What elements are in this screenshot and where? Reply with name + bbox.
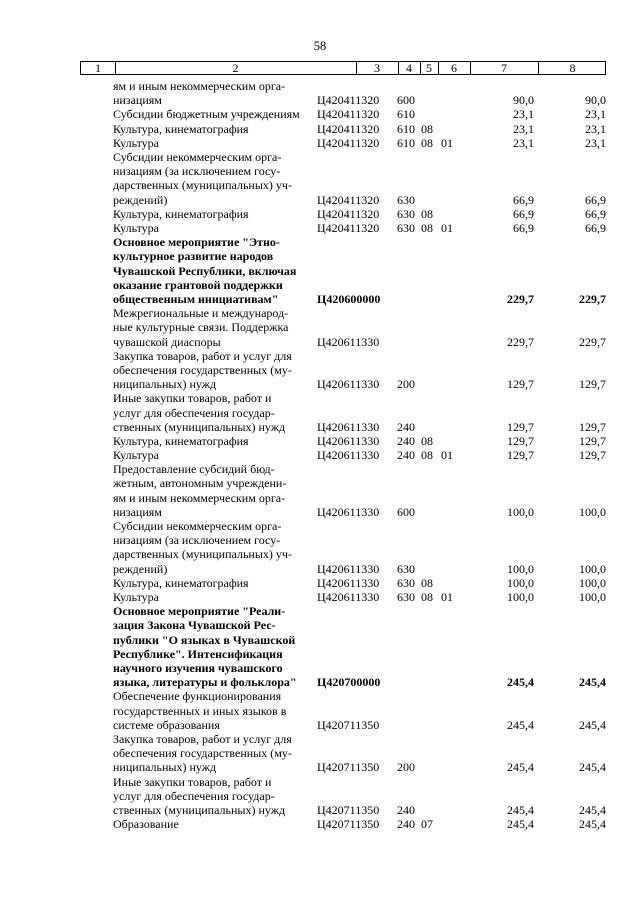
row-col-7: 23,1 (513, 107, 534, 122)
table-row (0, 207, 640, 221)
row-description (113, 775, 309, 818)
row-code: Ц420411320 (317, 107, 380, 122)
row-col-8: 23,1 (585, 135, 606, 150)
description-line: Обеспечение функционирования (113, 689, 282, 704)
row-code: Ц420611330 (317, 504, 380, 519)
row-code: Ц420411320 (317, 135, 380, 150)
table-row (0, 391, 640, 434)
row-col-8: 129,7 (579, 433, 606, 448)
description-line: Культура, кинематография (113, 206, 249, 221)
row-col-6: 01 (441, 448, 453, 463)
description-line: Межрегиональные и международ- (113, 306, 289, 321)
description-line: дарственных (муниципальных) уч- (113, 547, 292, 562)
header-col-8: 8 (569, 61, 576, 75)
row-description (113, 221, 309, 235)
row-col-4: 630 (397, 575, 415, 590)
row-col-7: 100,0 (507, 561, 534, 576)
row-col-4: 630 (397, 220, 415, 235)
table-row (0, 107, 640, 121)
description-line: Предоставление субсидий бюд- (113, 462, 275, 477)
row-col-7: 129,7 (507, 433, 534, 448)
row-col-4: 240 (397, 448, 415, 463)
header-col-3: 3 (374, 61, 380, 75)
description-line: Культура, кинематография (113, 121, 249, 136)
description-line: Культура (113, 590, 159, 605)
description-line: Культура, кинематография (113, 575, 249, 590)
row-col-7: 66,9 (513, 220, 534, 235)
description-line: Субсидии бюджетным учреждениям (113, 107, 300, 122)
page-number: 58 (313, 39, 327, 53)
row-col-8: 66,9 (585, 206, 606, 221)
table-row (0, 235, 640, 306)
row-col-4: 630 (397, 561, 415, 576)
row-col-6: 01 (441, 220, 453, 235)
row-col-4: 240 (397, 433, 415, 448)
description-line: Культура (113, 448, 159, 463)
description-line: зация Закона Чувашской Рес- (113, 618, 276, 633)
table-row (0, 448, 640, 462)
table-row (0, 590, 640, 604)
table-row (0, 689, 640, 732)
description-line: ниципальных) нужд (113, 760, 217, 775)
description-line: системе образования (113, 717, 220, 732)
table-row (0, 221, 640, 235)
row-description (113, 462, 309, 519)
row-code: Ц420611330 (317, 334, 380, 349)
row-description (113, 689, 309, 732)
description-line: чувашской диаспоры (113, 334, 221, 349)
row-col-5: 08 (421, 220, 433, 235)
description-line: Закупка товаров, работ и услуг для (113, 348, 292, 363)
row-code: Ц420611330 (317, 419, 380, 434)
row-code: Ц420711350 (317, 760, 380, 775)
row-col-8: 23,1 (585, 107, 606, 122)
row-col-7: 100,0 (507, 504, 534, 519)
row-col-4: 240 (397, 803, 415, 818)
description-line: Закупка товаров, работ и услуг для (113, 732, 292, 747)
row-description (113, 207, 309, 221)
header-col-6: 6 (451, 61, 457, 75)
table-row (0, 462, 640, 519)
table-row (0, 79, 640, 107)
table-row (0, 434, 640, 448)
row-col-4: 610 (397, 121, 415, 136)
row-description (113, 817, 309, 831)
header-col-1: 1 (95, 61, 101, 75)
row-col-8: 229,7 (579, 291, 606, 306)
row-col-8: 23,1 (585, 121, 606, 136)
description-line: ям и иным некоммерческим орга- (113, 79, 286, 93)
row-col-5: 08 (421, 206, 433, 221)
table-row (0, 732, 640, 775)
row-col-7: 245,4 (507, 803, 534, 818)
row-col-8: 229,7 (579, 334, 606, 349)
row-col-7: 23,1 (513, 121, 534, 136)
row-description (113, 306, 309, 349)
row-col-8: 100,0 (579, 575, 606, 590)
table-row (0, 817, 640, 831)
description-line: жетным, автономным учреждени- (113, 476, 287, 491)
row-code: Ц420711350 (317, 817, 380, 832)
row-code: Ц420411320 (317, 121, 380, 136)
row-description (113, 150, 309, 207)
header-col-5: 5 (426, 61, 432, 75)
description-line: Иные закупки товаров, работ и (113, 774, 272, 789)
description-line: ниципальных) нужд (113, 377, 217, 392)
description-line: Чувашской Республики, включая (113, 263, 297, 278)
table-row (0, 349, 640, 392)
row-col-7: 245,4 (507, 817, 534, 832)
description-line: низациям (за исключением госу- (113, 533, 281, 548)
table-row (0, 604, 640, 689)
row-col-8: 100,0 (579, 504, 606, 519)
row-col-4: 240 (397, 419, 415, 434)
description-line: Культура (113, 135, 159, 150)
row-code: Ц420711350 (317, 717, 380, 732)
description-line: научного изучения чувашского (113, 661, 283, 676)
row-col-4: 630 (397, 590, 415, 605)
table-row (0, 150, 640, 207)
table-row (0, 519, 640, 576)
row-col-8: 245,4 (579, 803, 606, 818)
description-line: низациям (за исключением госу- (113, 164, 281, 179)
row-code: Ц420611330 (317, 590, 380, 605)
row-col-7: 229,7 (507, 334, 534, 349)
row-description (113, 732, 309, 775)
row-description (113, 519, 309, 576)
description-line: ям и иным некоммерческим орга- (113, 490, 286, 505)
row-col-8: 100,0 (579, 590, 606, 605)
row-col-6: 01 (441, 590, 453, 605)
row-col-8: 245,4 (579, 760, 606, 775)
row-col-5: 07 (421, 817, 433, 832)
row-col-5: 08 (421, 121, 433, 136)
description-line: низациям (113, 93, 162, 108)
description-line: публики "О языках в Чувашской (113, 632, 296, 647)
description-line: низациям (113, 504, 162, 519)
row-description (113, 235, 309, 306)
row-col-4: 240 (397, 817, 415, 832)
description-line: Культура (113, 220, 159, 235)
row-col-8: 245,4 (579, 817, 606, 832)
description-line: Образование (113, 817, 179, 832)
row-code: Ц420411320 (317, 192, 380, 207)
row-col-4: 630 (397, 192, 415, 207)
row-col-4: 600 (397, 93, 415, 108)
row-code: Ц420711350 (317, 803, 380, 818)
row-code: Ц420411320 (317, 220, 380, 235)
description-line: Основное мероприятие "Реали- (113, 604, 286, 619)
description-line: обеспечения государственных (му- (113, 746, 292, 761)
row-description (113, 448, 309, 462)
row-col-8: 100,0 (579, 561, 606, 576)
description-line: Республике". Интенсификация (113, 646, 283, 661)
description-line: услуг для обеспечения государ- (113, 788, 275, 803)
header-col-7: 7 (501, 61, 507, 75)
description-line: оказание грантовой поддержки (113, 277, 283, 292)
description-line: дарственных (муниципальных) уч- (113, 178, 292, 193)
row-col-8: 245,4 (579, 717, 606, 732)
description-line: государственных и иных языков в (113, 703, 287, 718)
table-body (0, 79, 640, 831)
row-description (113, 136, 309, 150)
description-line: ные культурные связи. Поддержка (113, 320, 289, 335)
table-row (0, 306, 640, 349)
row-col-7: 229,7 (507, 291, 534, 306)
description-line: Основное мероприятие "Этно- (113, 235, 280, 250)
row-col-7: 245,4 (507, 760, 534, 775)
row-description (113, 576, 309, 590)
table-header (80, 61, 606, 75)
description-line: языка, литературы и фольклора" (113, 675, 297, 690)
row-code: Ц420611330 (317, 561, 380, 576)
row-description (113, 391, 309, 434)
row-description (113, 349, 309, 392)
table-row (0, 122, 640, 136)
row-col-7: 66,9 (513, 192, 534, 207)
row-col-7: 129,7 (507, 419, 534, 434)
row-col-4: 200 (397, 760, 415, 775)
row-col-4: 600 (397, 504, 415, 519)
row-col-4: 200 (397, 377, 415, 392)
row-code: Ц420411320 (317, 206, 380, 221)
row-col-8: 129,7 (579, 377, 606, 392)
description-line: Иные закупки товаров, работ и (113, 391, 272, 406)
row-description (113, 434, 309, 448)
row-col-4: 610 (397, 135, 415, 150)
row-code: Ц420411320 (317, 93, 380, 108)
row-col-7: 100,0 (507, 590, 534, 605)
description-line: ственных (муниципальных) нужд (113, 419, 286, 434)
row-description (113, 590, 309, 604)
row-col-7: 23,1 (513, 135, 534, 150)
row-col-5: 08 (421, 590, 433, 605)
row-col-7: 100,0 (507, 575, 534, 590)
row-code: Ц420611330 (317, 575, 380, 590)
row-col-7: 245,4 (507, 675, 534, 690)
row-code: Ц420700000 (317, 675, 381, 690)
description-line: культурное развитие народов (113, 249, 274, 264)
table-row (0, 775, 640, 818)
row-code: Ц420611330 (317, 433, 380, 448)
row-col-7: 90,0 (513, 93, 534, 108)
row-description (113, 604, 309, 689)
description-line: реждений) (113, 561, 168, 576)
row-col-5: 08 (421, 135, 433, 150)
row-col-8: 66,9 (585, 220, 606, 235)
description-line: услуг для обеспечения государ- (113, 405, 275, 420)
row-description (113, 122, 309, 136)
description-line: реждений) (113, 192, 168, 207)
description-line: Культура, кинематография (113, 433, 249, 448)
row-col-8: 245,4 (579, 675, 606, 690)
row-col-7: 129,7 (507, 448, 534, 463)
row-col-5: 08 (421, 575, 433, 590)
header-col-2: 2 (232, 61, 239, 75)
row-col-7: 245,4 (507, 717, 534, 732)
row-col-8: 129,7 (579, 419, 606, 434)
row-col-5: 08 (421, 448, 433, 463)
row-col-8: 90,0 (585, 93, 606, 108)
row-description (113, 107, 309, 121)
description-line: Субсидии некоммерческим орга- (113, 149, 282, 164)
row-code: Ц420600000 (317, 291, 381, 306)
row-col-8: 66,9 (585, 192, 606, 207)
row-col-8: 129,7 (579, 448, 606, 463)
description-line: обеспечения государственных (му- (113, 362, 292, 377)
header-col-4: 4 (406, 61, 412, 75)
row-col-7: 129,7 (507, 377, 534, 392)
row-col-5: 08 (421, 433, 433, 448)
table-row (0, 136, 640, 150)
row-description (113, 79, 309, 107)
table-row (0, 576, 640, 590)
row-col-4: 630 (397, 206, 415, 221)
description-line: общественным инициативам" (113, 291, 279, 306)
row-col-7: 66,9 (513, 206, 534, 221)
description-line: ственных (муниципальных) нужд (113, 803, 286, 818)
description-line: Субсидии некоммерческим орга- (113, 519, 282, 534)
row-code: Ц420611330 (317, 377, 380, 392)
row-col-4: 610 (397, 107, 415, 122)
row-col-6: 01 (441, 135, 453, 150)
row-code: Ц420611330 (317, 448, 380, 463)
